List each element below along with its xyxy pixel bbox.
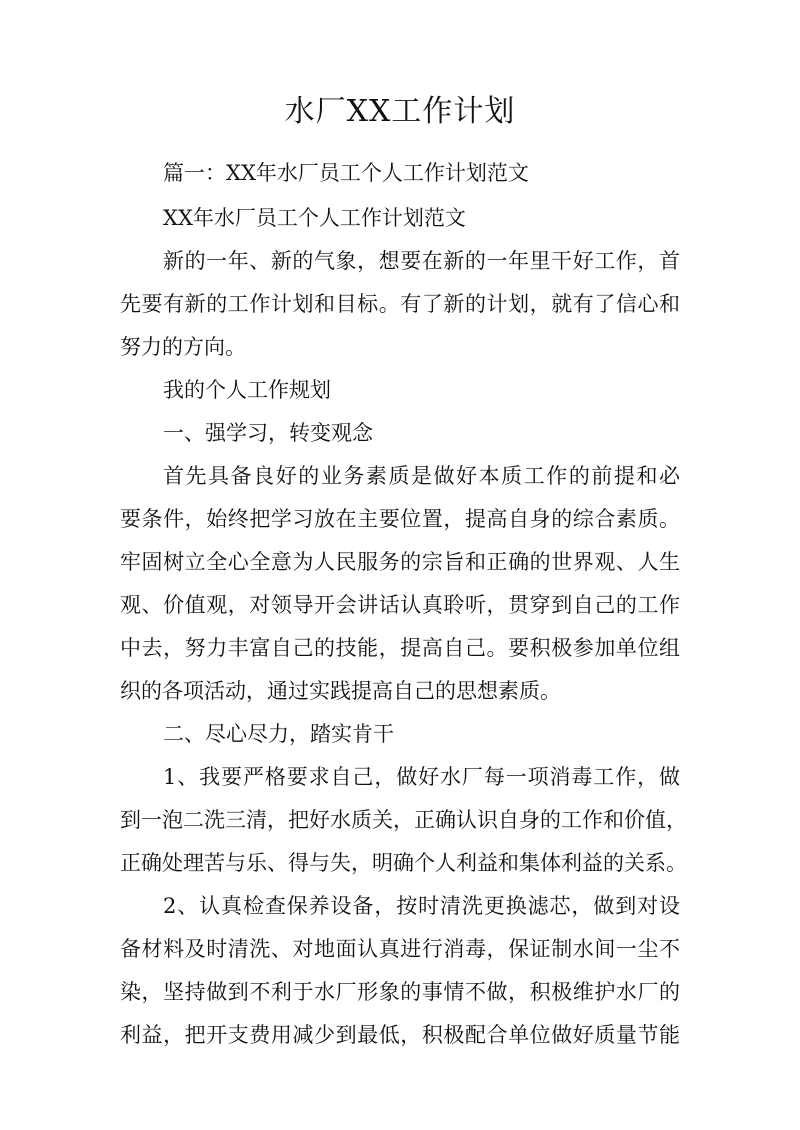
- paragraph-line: 观、价值观，对领导开会讲话认真聆听，贯穿到自己的工作: [120, 593, 680, 617]
- subtitle: XX年水厂员工个人工作计划范文: [163, 206, 466, 230]
- paragraph-line: 备材料及时清洗、对地面认真进行消毒，保证制水间一尘不: [120, 937, 680, 961]
- paragraph-line: 正确处理苦与乐、得与失，明确个人利益和集体利益的关系。: [120, 851, 687, 875]
- paragraph-line: 牢固树立全心全意为人民服务的宗旨和正确的世界观、人生: [120, 550, 680, 574]
- paragraph-line: 先要有新的工作计划和目标。有了新的计划，就有了信心和: [120, 292, 680, 316]
- section-heading: 我的个人工作规划: [163, 378, 331, 402]
- paragraph-line: 新的一年、新的气象，想要在新的一年里干好工作，首: [163, 249, 680, 273]
- section-heading: 篇一：XX年水厂员工个人工作计划范文: [163, 161, 529, 185]
- paragraph-line: 要条件，始终把学习放在主要位置，提高自身的综合素质。: [120, 507, 680, 531]
- section-heading: 一、强学习，转变观念: [163, 421, 373, 445]
- section-heading: 二、尽心尽力，踏实肯干: [163, 722, 394, 746]
- paragraph-line: 首先具备良好的业务素质是做好本质工作的前提和必: [163, 464, 680, 488]
- paragraph-line: 中去，努力丰富自己的技能，提高自己。要积极参加单位组: [120, 636, 680, 660]
- paragraph-line: 染，坚持做到不利于水厂形象的事情不做，积极维护水厂的: [120, 980, 680, 1004]
- document-title: 水厂XX工作计划: [284, 94, 516, 129]
- paragraph-line: 到一泡二洗三清，把好水质关，正确认识自身的工作和价值，: [120, 808, 687, 832]
- paragraph-line: 努力的方向。: [120, 335, 246, 359]
- paragraph-line: 1、我要严格要求自己，做好水厂每一项消毒工作，做: [163, 765, 680, 789]
- paragraph-line: 利益，把开支费用减少到最低，积极配合单位做好质量节能: [120, 1023, 680, 1047]
- paragraph-line: 织的各项活动，通过实践提高自己的思想素质。: [120, 679, 561, 703]
- paragraph-line: 2、认真检查保养设备，按时清洗更换滤芯，做到对设: [163, 894, 680, 918]
